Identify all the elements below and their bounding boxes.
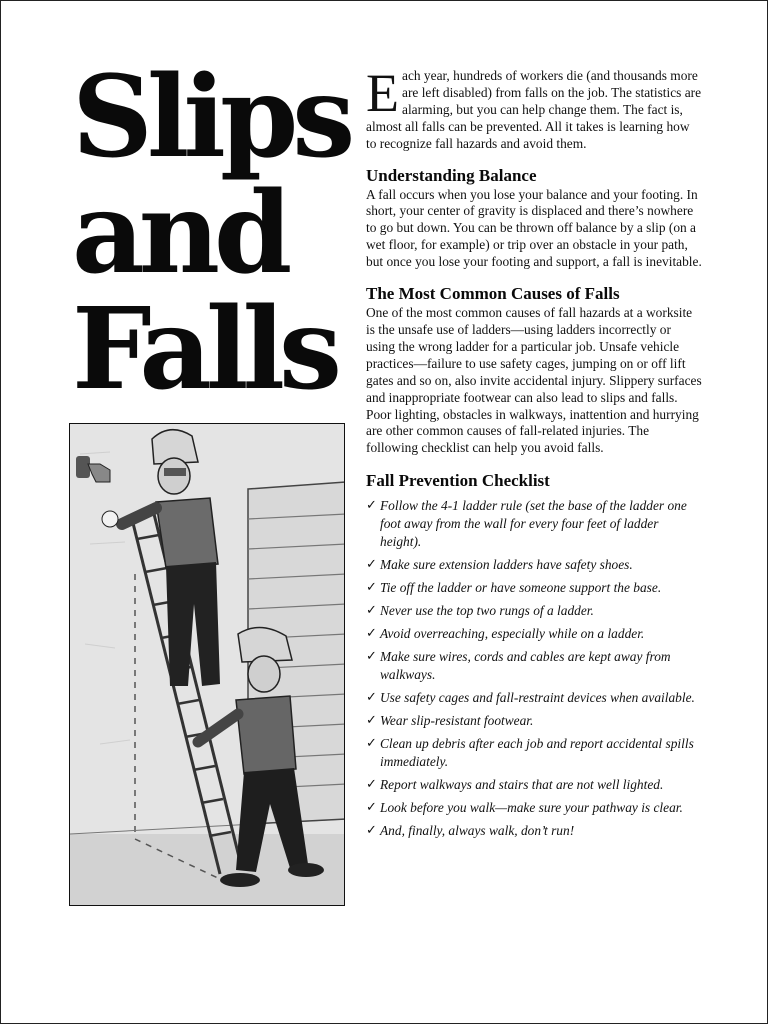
checkmark-icon: ✓ (366, 777, 377, 793)
intro-text: ach year, hundreds of workers die (and thousands more are left disabled) from falls on the job. The statistics are alarming, but you can help change them. The fact is, almost all falls can be prevented. All it takes is learning how to recognize fall hazards and avoid them. (366, 68, 702, 151)
checkmark-icon: ✓ (366, 649, 377, 665)
checkmark-icon: ✓ (366, 713, 377, 729)
checklist-item: ✓ Use safety cages and fall-restraint devices when available. (366, 690, 695, 706)
checklist-item: ✓ Look before you walk—make sure your pathway is clear. (366, 800, 683, 816)
checkmark-icon: ✓ (366, 823, 377, 839)
checklist-item: ✓ Clean up debris after each job and report accidental spills immediately. (366, 736, 694, 770)
heading-understanding-balance: Understanding Balance (366, 165, 537, 185)
checklist-item: ✓ Make sure extension ladders have safety shoes. (366, 557, 633, 573)
checklist-item: ✓ Tie off the ladder or have someone support the base. (366, 580, 662, 596)
heading-checklist: Fall Prevention Checklist (366, 471, 550, 491)
prevention-checklist (366, 497, 702, 840)
checklist-item: ✓ Follow the 4-1 ladder rule (set the base of the ladder one foot away from the wall for every four feet of ladder height). (366, 498, 687, 550)
checkmark-icon: ✓ (366, 800, 377, 816)
checkmark-icon: ✓ (366, 498, 377, 514)
checklist-item: ✓ Wear slip-resistant footwear. (366, 713, 534, 729)
article-column (366, 63, 702, 845)
checklist-item: ✓ Make sure wires, cords and cables are kept away from walkways. (366, 649, 671, 683)
title-line-3: Falls (72, 284, 337, 415)
checkmark-icon: ✓ (366, 557, 377, 573)
checklist-item: ✓ Report walkways and stairs that are not well lighted. (366, 777, 664, 793)
checklist-item: ✓ Never use the top two rungs of a ladder. (366, 603, 594, 619)
checkmark-icon: ✓ (366, 580, 377, 596)
checklist-item: ✓ And, finally, always walk, don’t run! (366, 823, 575, 839)
balance-paragraph: A fall occurs when you lose your balance and your footing. In short, your center of gravity is displaced and there’s nowhere to go but down. You can be thrown off balance by a slip (on a wet floor, for example) or trip over an obstacle in your path, but once you lose your footing and support, a fall is inevitable. (366, 186, 702, 270)
checkmark-icon: ✓ (366, 736, 377, 752)
checkmark-icon: ✓ (366, 626, 377, 642)
intro-paragraph (366, 63, 702, 153)
title-line-1: Slips (72, 52, 350, 183)
page-title (72, 52, 352, 415)
checklist-item: ✓ Avoid overreaching, especially while on a ladder. (366, 626, 645, 642)
causes-paragraph: One of the most common causes of fall hazards at a worksite is the unsafe use of ladders—using ladders incorrectly or using the wrong ladder for a particular job. Unsafe vehicle practices—failure to use safety cages, jumping on or off lift gates and so on, also invite accidental injury. Slippery surfaces and inappropriate footwear can also lead to slips and falls. Poor lighting, obstacles in walkways, inattention and hurrying are other common causes of fall-related injuries. The following checklist can help you avoid falls. (366, 305, 702, 456)
drop-cap: E (366, 63, 399, 123)
checkmark-icon: ✓ (366, 603, 377, 619)
title-line-2: and (72, 168, 287, 299)
checkmark-icon: ✓ (366, 690, 377, 706)
ladder-illustration (69, 423, 345, 906)
heading-common-causes: The Most Common Causes of Falls (366, 284, 620, 304)
